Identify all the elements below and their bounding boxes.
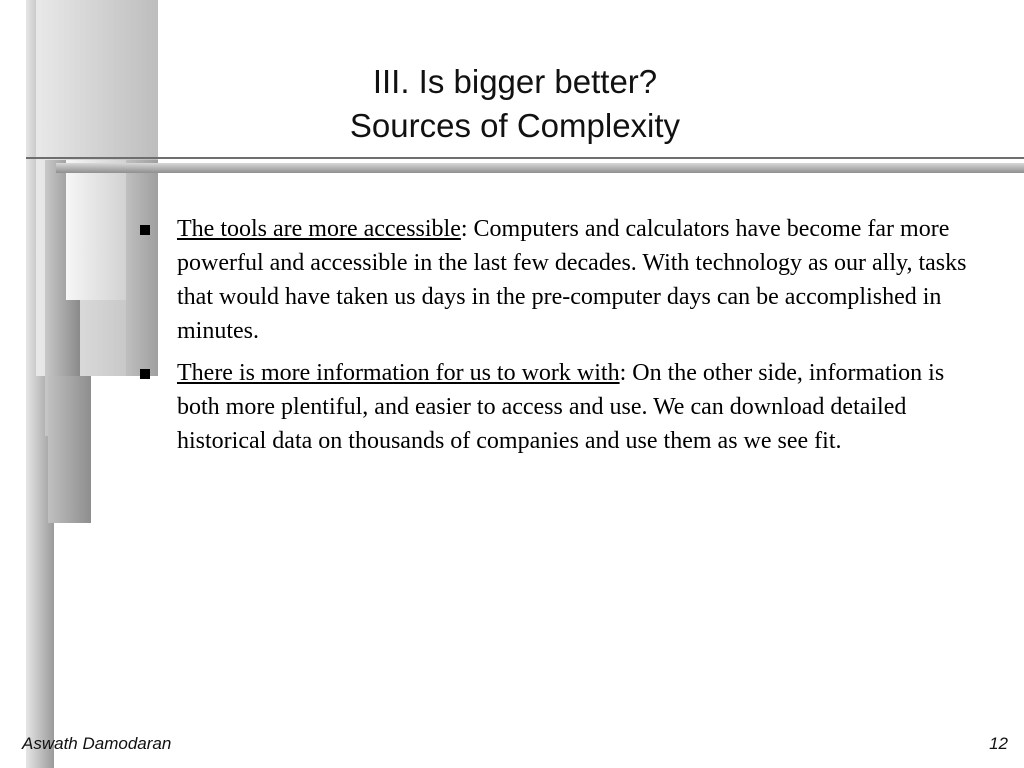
bullet-item [140, 356, 990, 458]
bullet-text: : On the other side, information is both more plentiful, and easier to access and use. We can download detailed historical data on thousands of companies and use them as we see fit. [177, 360, 945, 454]
bullet-list [140, 212, 990, 466]
title-divider-thick [56, 163, 1024, 173]
title-divider-thin [26, 157, 1024, 159]
slide-title-line2: Sources of Complexity [349, 107, 681, 144]
bullet-lead: The tools are more accessible [177, 216, 461, 242]
bullet-lead: There is more information for us to work with [177, 360, 620, 386]
square-bullet-icon [140, 369, 150, 379]
decorative-bar [66, 160, 126, 300]
footer-author: Aswath Damodaran [22, 734, 172, 753]
bullet-item [140, 212, 990, 348]
slide-title [300, 60, 730, 148]
decorative-bar [48, 376, 91, 523]
bullet-text: : Computers and calculators have become far more powerful and accessible in the last few decades. With technology as our ally, tasks that would have taken us days in the pre-computer days can be accomplished in minutes. [177, 216, 967, 344]
square-bullet-icon [140, 225, 150, 235]
page-number: 12 [989, 734, 1008, 753]
slide-title-line1: III. Is bigger better? [372, 63, 658, 100]
